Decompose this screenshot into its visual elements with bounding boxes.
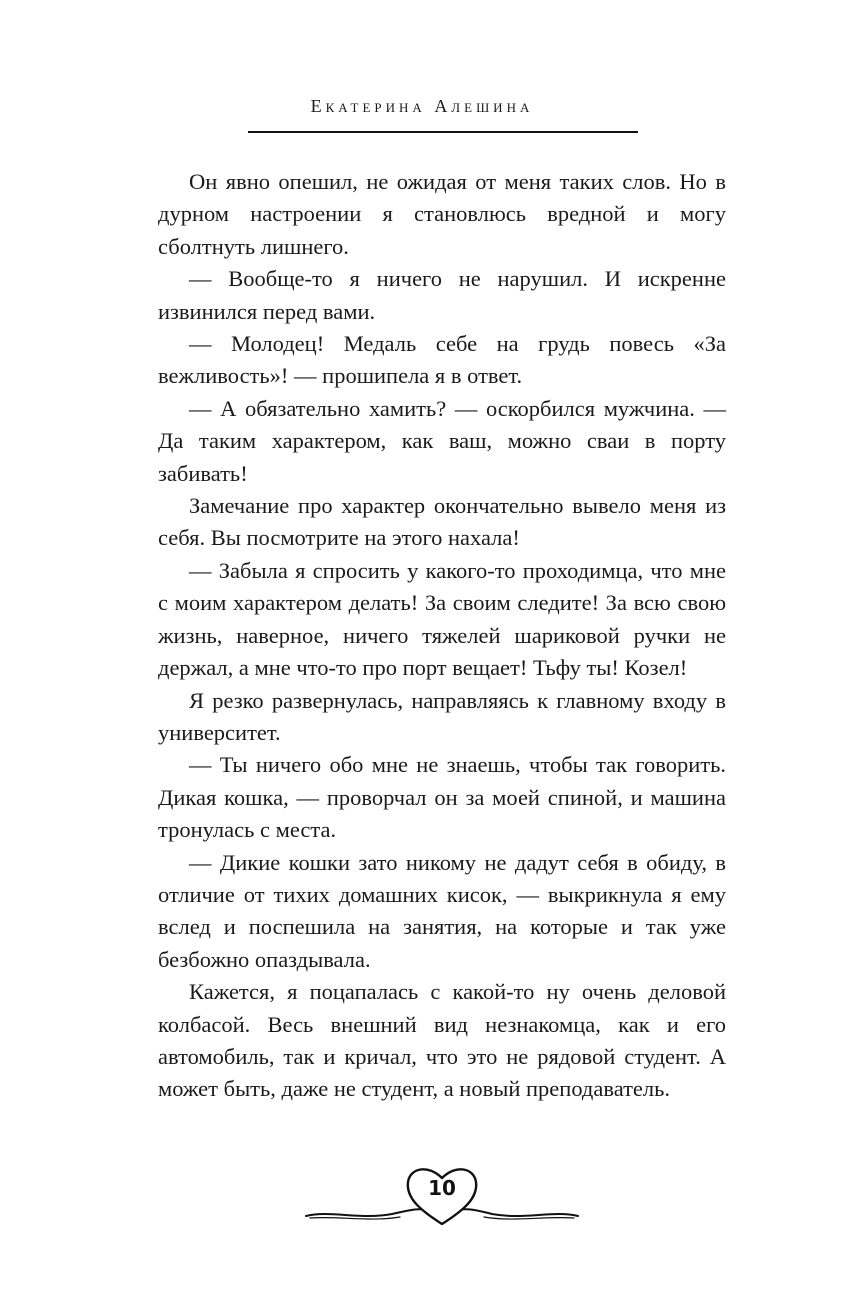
body-text [158,166,726,1106]
paragraph-7: Я резко развернулась, направляясь к главному входу в университет. [158,687,726,745]
paragraph-10: Кажется, я поцапалась с какой-то ну очень деловой колбасой. Весь внешний вид незнакомца, как и его автомобиль, так и кричал, что это не рядовой студент. А может быть, даже не студент, а новый преподаватель. [158,979,726,1102]
paragraph-6: — Забыла я спросить у какого-то проходимца, что мне с моим характером делать! За своим следите! За всю свою жизнь, наверное, ничего тяжелей шариковой ручки не держал, а мне что-то про порт вещает! Тьфу ты! Козел! [158,557,726,681]
paragraph-2: — Вообще-то я ничего не нарушил. И искренне извинился перед вами. [158,266,726,324]
paragraph-8: — Ты ничего обо мне не знаешь, чтобы так говорить. Дикая кошка, — проворчал он за моей спиной, и машина тронулась с места. [158,752,726,843]
header-rule [248,131,638,133]
paragraph-1: Он явно опешил, не ожидая от меня таких слов. Но в дурном настроении я становлюсь вредной и могу сболтнуть лишнего. [158,169,726,259]
page-folio [300,1160,584,1230]
paragraph-3: — Молодец! Медаль себе на грудь повесь «За вежливость»! — прошипела я в ответ. [158,331,726,389]
running-head-author: Екатерина Алешина [310,96,534,116]
paragraph-9: — Дикие кошки зато никому не дадут себя в обиду, в отличие от тихих домашних кисок, — выкрикнула я ему вслед и поспешила на занятия, на которые и так уже безбожно опаздывала. [158,849,726,972]
paragraph-5: Замечание про характер окончательно вывело меня из себя. Вы посмотрите на этого нахала! [158,493,726,551]
page-number: 10 [428,1176,456,1200]
paragraph-4: — А обязательно хамить? — оскорбился мужчина. — Да таким характером, как ваш, можно сваи в порту забивать! [158,395,726,486]
